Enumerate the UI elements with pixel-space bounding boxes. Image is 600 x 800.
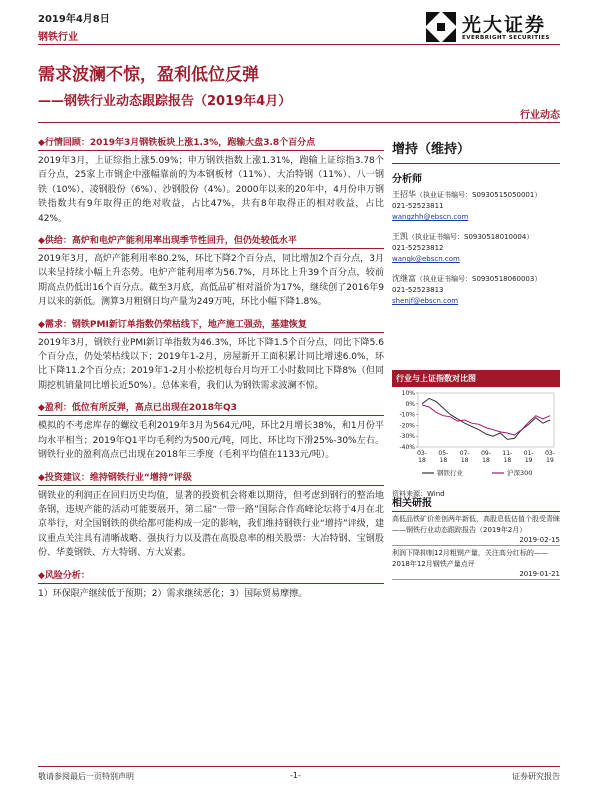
report-title: 需求波澜不惊，盈利低位反弹: [38, 65, 259, 85]
chart-source: 资料来源：Wind: [392, 490, 445, 498]
footer-report-type: 证券研究报告: [512, 772, 560, 781]
section-body-profit: 模拟的不考虑库存的螺纹毛利2019年3月为564元/吨，环比2月增长38%，和1月份平均水平相当；2019年Q1平均毛利约为500元/吨，同比、环比均下滑25%-30%左右。钢铁行业的盈利高点已出现在2018年三季度（毛利平均值在1133元/吨）。: [38, 421, 384, 461]
sidebar-column: [392, 130, 560, 315]
x-tick-label: 09-18: [481, 450, 491, 464]
y-tick-label: -10%: [399, 411, 415, 419]
y-tick-label: 0%: [405, 400, 415, 408]
y-tick-label: -40%: [399, 444, 415, 451]
analyst-phone: 021-52523812: [392, 244, 444, 252]
analyst-card: [392, 231, 560, 265]
footer-disclaimer: 敬请参阅最后一页特别声明: [38, 772, 134, 781]
related-report-date: 2019-01-21: [392, 570, 560, 580]
section-heading-supply: ◆供给：高炉和电炉产能利用率出现季节性回升，但仍处较低水平: [38, 232, 384, 249]
x-tick-label: 11-18: [502, 450, 513, 464]
comparison-chart: [392, 387, 560, 483]
related-reports: [392, 494, 560, 580]
analyst-name: 沈继富: [392, 274, 416, 283]
section-body-market: 2019年3月，上证综指上涨5.09%；申万钢铁指数上涨1.31%，跑输上证综指3.78个百分点，25家上市钢企中涨幅靠前的为本钢板材（11%）、大冶特钢（11%）、八一钢铁（10%）、凌钢股份（6%）、沙钢股份（4%）。2000年以来的20年中，4月份申万钢铁指数共有9年取得正的绝对收益，占比47%，共有8年取得正的相对收益，占比42%。: [38, 156, 384, 224]
x-tick-label: 03-19: [545, 450, 555, 464]
summary-column: [38, 130, 384, 603]
analysts-heading: 分析师: [392, 174, 422, 185]
report-date: 2019年4月8日: [38, 14, 110, 25]
page-number: -1-: [290, 771, 301, 780]
y-tick-label: -20%: [399, 422, 415, 430]
report-type-tag: 行业动态: [520, 110, 560, 121]
analyst-email-link[interactable]: wangk@ebscn.com: [392, 255, 460, 263]
analyst-phone: 021-52523811: [392, 202, 444, 210]
section-body-supply: 2019年3月，高炉产能利用率80.2%，环比下降2个百分点，同比增加2个百分点，3月以来呈持续小幅上升态势。电炉产能利用率为56.7%，月环比上升39个百分点，较前期高点仍低出16个百分点。截至3月底，高低品矿相对溢价为17%，继续创了2016年9月以来的新低。测算3月粗钢日均产量为249万吨，环比小幅下降1.8%。: [38, 254, 384, 308]
section-heading-market: ◆行情回顾：2019年3月钢铁板块上涨1.3%，跑输大盘3.8个百分点: [38, 134, 384, 151]
footer-divider: [38, 766, 560, 767]
x-tick-label: 07-18: [459, 450, 470, 464]
y-tick-label: -30%: [399, 433, 415, 441]
logo-mark-icon: [424, 10, 458, 44]
series-line-hs300: [422, 405, 550, 435]
report-subtitle: ——钢铁行业动态跟踪报告（2019年4月）: [38, 94, 292, 109]
related-report-link[interactable]: 利润下降抑制12月粗钢产量，关注高分红标的——2018年12月钢铁产量点评: [392, 549, 548, 568]
analyst-card: [392, 273, 560, 307]
section-heading-risk: ◆风险分析：: [38, 567, 384, 584]
section-body-investment: 钢铁业的利润正在回归历史均值，显著的投资机会将难以期待，但考虑到钢行的整治地条钢，违规产能的活动可能要展开，第二届“一带一路”国际合作高峰论坛将于4月在北京举行，对全国钢铁的供给都可能构成一定的影响，我们维持钢铁行业“增持”评级，建议重点关注具有清晰战略、强执行力以及潜在高股息率的相关股票：大冶特钢、宝钢股份、华菱钢铁、方大特钢、方大炭素。: [38, 490, 384, 559]
analyst-cert: （执业证书编号：S0930515050001）: [416, 191, 542, 199]
related-report-date: 2019-02-15: [392, 536, 560, 546]
section-heading-demand: ◆需求：钢铁PMI新订单指数仍荣枯线下，地产施工强劲，基建恢复: [38, 316, 384, 333]
analyst-card: [392, 189, 560, 223]
x-tick-label: 01-19: [523, 450, 534, 464]
rating-label: 增持（维持）: [392, 130, 560, 164]
comparison-chart-panel: [392, 370, 560, 499]
title-divider: [38, 122, 560, 123]
analyst-name: 王招华: [392, 190, 416, 199]
analyst-phone: 021-52523813: [392, 286, 444, 294]
analyst-email-link[interactable]: shenjf@ebscn.com: [392, 297, 459, 305]
legend-label: 钢铁行业: [437, 469, 463, 477]
industry-label: 钢铁行业: [38, 32, 78, 43]
section-body-risk: 1）环保限产继续低于预期；2）需求继续恶化；3）国际贸易摩擦。: [38, 588, 308, 599]
section-heading-profit: ◆盈利：低位有所反弹，高点已出现在2018年Q3: [38, 399, 384, 416]
related-report-link[interactable]: 高低品铁矿价差创两年新低，高股息低估值个股受青睐——钢铁行业动态跟踪报告（2019年2月）: [392, 515, 560, 534]
analyst-name: 王凯: [392, 232, 408, 241]
company-logo: [424, 8, 564, 48]
analyst-cert: （执业证书编号：S0930518010004）: [408, 233, 534, 241]
y-tick-label: 10%: [401, 390, 415, 397]
chart-heading: 行业与上证指数对比图: [392, 370, 560, 387]
related-heading: 相关研报: [392, 494, 560, 512]
section-heading-investment: ◆投资建议：维持钢铁行业“增持”评级: [38, 469, 384, 486]
x-tick-label: 05-18: [438, 450, 449, 464]
analyst-cert: （执业证书编号：S0930518060003）: [416, 275, 542, 283]
logo-text-cn: 光大证券: [462, 14, 547, 36]
legend-label: 沪深300: [507, 469, 533, 477]
logo-text-en: EVERBRIGHT SECURITIES: [462, 35, 550, 41]
analyst-email-link[interactable]: wangzhh@ebscn.com: [392, 213, 469, 221]
x-tick-label: 03-18: [417, 450, 427, 464]
section-body-demand: 2019年3月，钢铁行业PMI新订单指数为46.3%，环比下降1.5个百分点，同比下降5.6个百分点，仍处荣枯线以下；2019年1-2月，房屋新开工面积累计同比增速6.0%，环比下降11.2个百分点；2019年1-2月小松挖机每台月均开工小时数同比下降8%（但同期挖机销量同比增长近50%）。总体来看，我们认为钢铁需求波澜不惊。: [38, 337, 384, 391]
series-line-steel: [422, 398, 550, 439]
